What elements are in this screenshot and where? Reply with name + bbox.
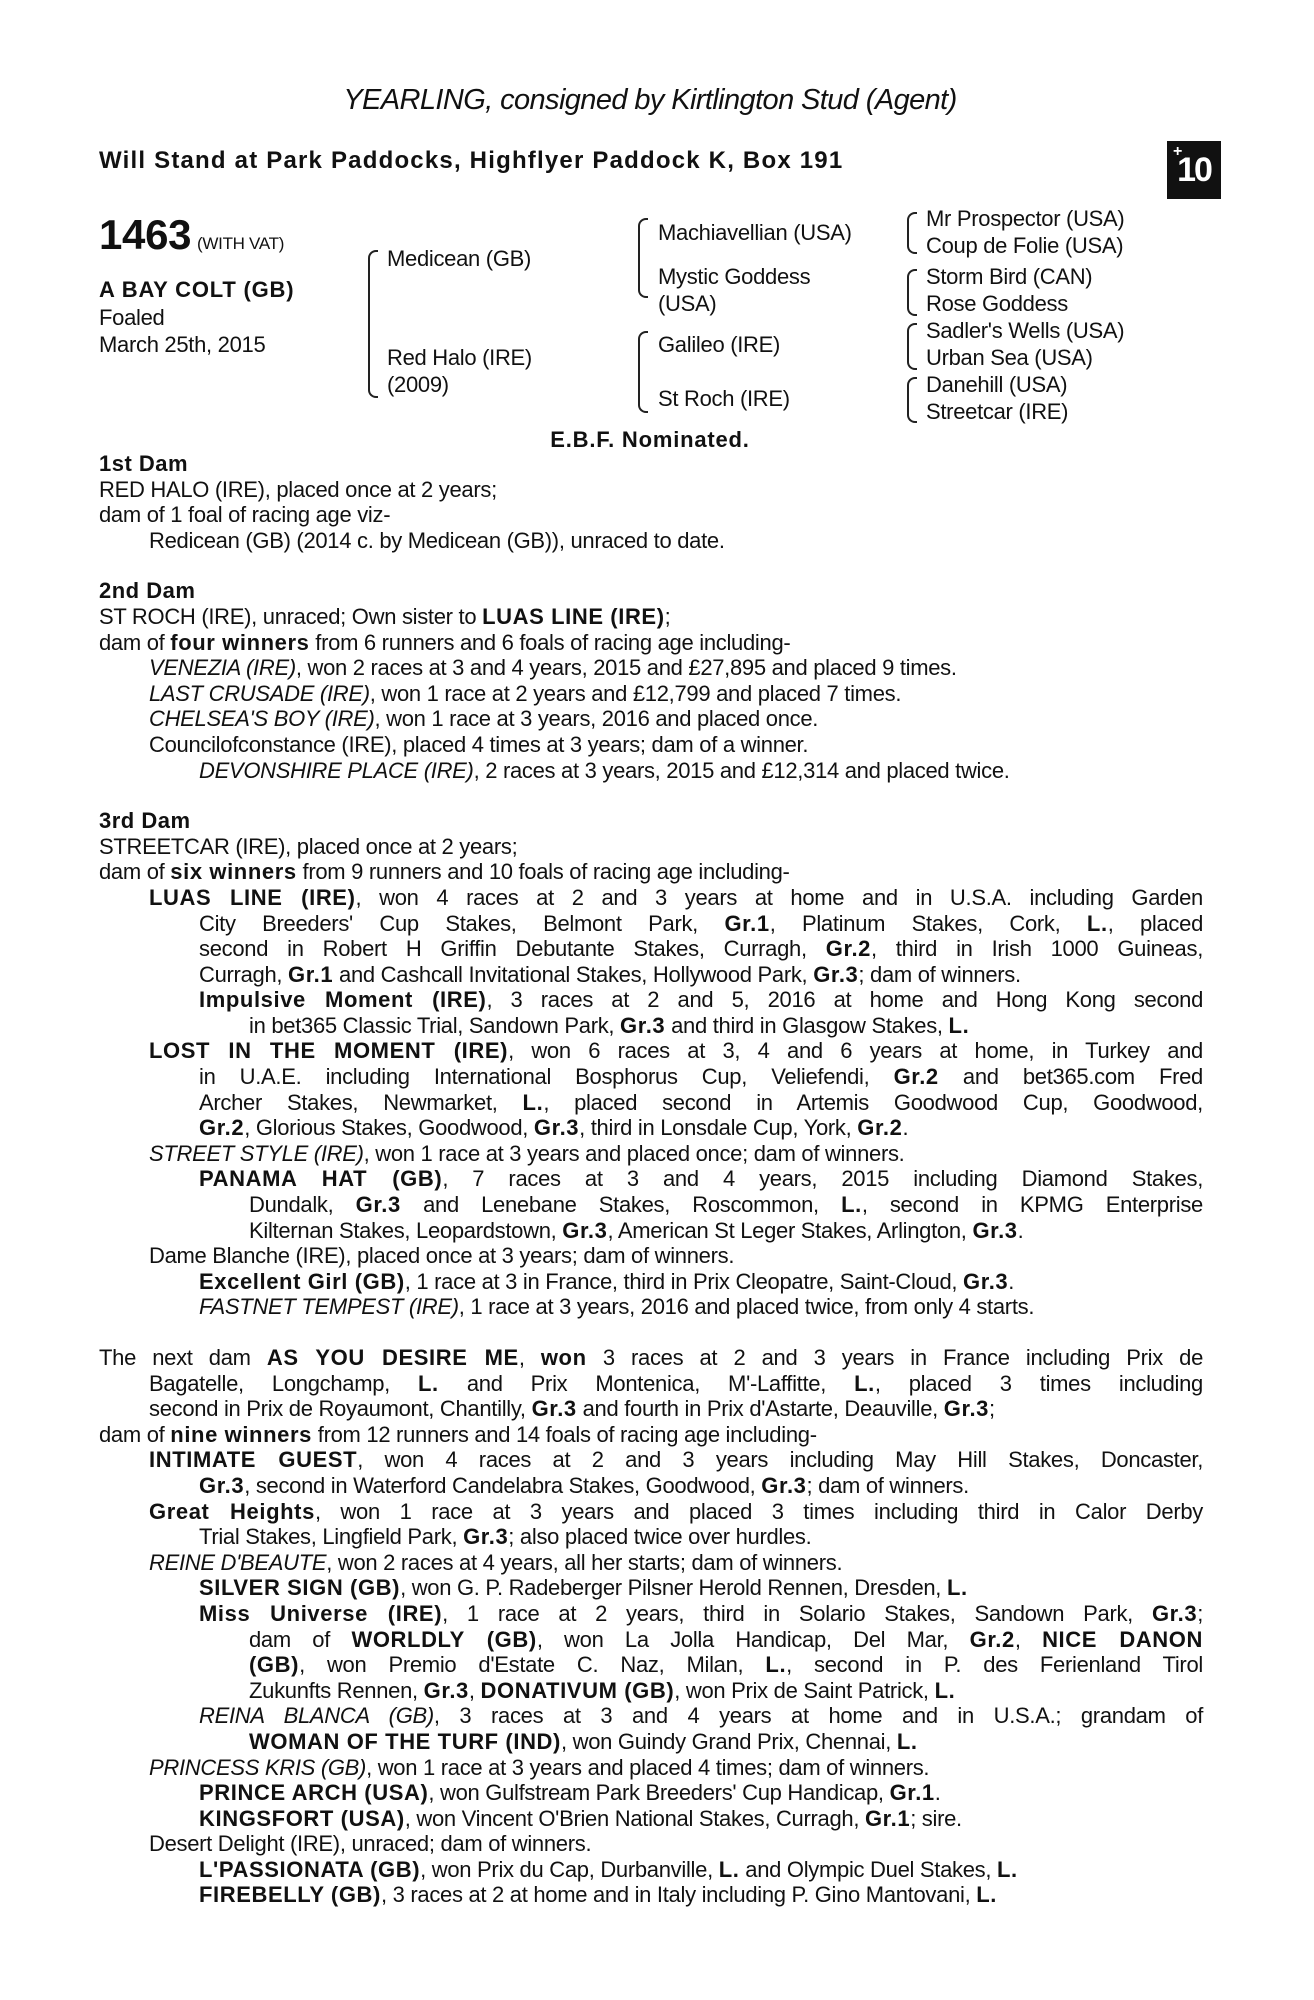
record-line (99, 655, 1203, 681)
bold-text: NICE DANON (1042, 1626, 1203, 1652)
text: , won 1 race at 3 years, 2016 and placed once. (374, 706, 819, 732)
record-line (99, 859, 1203, 885)
bold-text: AS YOU DESIRE ME (266, 1345, 519, 1370)
record-line (99, 1729, 1203, 1755)
text: from 9 runners and 10 foals of racing age including- (296, 859, 790, 885)
bold-text: Gr.1 (889, 1780, 935, 1806)
italic-text: FASTNET TEMPEST (IRE) (199, 1294, 459, 1320)
text: , won 1 race at 3 years and placed 3 times including third in Calor Derby (314, 1498, 1203, 1524)
catalogue-title: YEARLING, consigned by Kirtlington Stud (Agent) (343, 84, 957, 116)
pedigree-dam-dam: St Roch (IRE) (658, 386, 790, 411)
record-line (99, 936, 1203, 962)
text: , 3 races at 2 at home and in Italy including P. Gino Mantovani, (380, 1882, 977, 1908)
bold-text: PRINCE ARCH (USA) (199, 1780, 429, 1806)
record-line (99, 1371, 1203, 1397)
text: , 1 race at 3 years, 2016 and placed twice, from only 4 starts. (458, 1294, 1035, 1320)
text: Kilternan Stakes, Leopardstown, (249, 1217, 563, 1243)
record-line (99, 758, 1203, 784)
lot-number: 1463 (99, 211, 192, 258)
bold-text: Gr.1 (864, 1805, 911, 1831)
record-line (99, 1243, 1203, 1269)
record-line (99, 1652, 1203, 1678)
produce-record (99, 451, 1203, 1933)
pedigree-sire-dam: Mystic Goddess (658, 264, 811, 289)
italic-text: PRINCESS KRIS (GB) (149, 1754, 367, 1780)
record-line (99, 1831, 1203, 1857)
text: , 3 races at 2 and 5, 2016 at home and Hong Kong second (486, 987, 1204, 1013)
record-line (99, 1857, 1203, 1883)
text: , third in Lonsdale Cup, York, (579, 1115, 858, 1141)
text: , 1 race at 3 in France, third in Prix Cleopatre, Saint-Cloud, (404, 1268, 964, 1294)
record-line (99, 1038, 1203, 1064)
text: , placed (1107, 910, 1204, 936)
bold-text: Gr.2 (969, 1626, 1015, 1652)
text: Archer Stakes, Newmarket, (199, 1089, 523, 1115)
bold-text: L. (997, 1856, 1018, 1882)
bold-text: WORLDLY (GB) (351, 1626, 537, 1652)
text: , won 1 race at 3 years and placed 4 times; dam of winners. (366, 1754, 930, 1780)
text: and bet365.com Fred (938, 1064, 1203, 1090)
foaled-date: March 25th, 2015 (99, 332, 266, 357)
record-line (99, 1192, 1203, 1218)
bold-text: six winners (170, 859, 297, 885)
bold-text: Gr.2 (857, 1115, 903, 1141)
bold-text: SILVER SIGN (GB) (199, 1575, 401, 1601)
pedigree-brace (368, 250, 378, 398)
text: , 1 race at 2 years, third in Solario Stakes, Sandown Park, (442, 1600, 1152, 1626)
text: . (934, 1780, 941, 1806)
text: , won Guindy Grand Prix, Chennai, (560, 1728, 897, 1754)
bold-text: Gr.3 (562, 1217, 608, 1243)
bold-text: Gr.2 (199, 1115, 245, 1141)
record-line (99, 477, 1203, 503)
text: , won La Jolla Handicap, Del Mar, (536, 1626, 970, 1652)
record-line (99, 1396, 1203, 1422)
record-line (99, 528, 1203, 554)
bold-text: PANAMA HAT (GB) (199, 1166, 443, 1192)
pedigree-dam-sire: Galileo (IRE) (658, 332, 781, 357)
pedigree-sire-dam-country: (USA) (658, 291, 717, 316)
italic-text: REINE D'BEAUTE (149, 1549, 327, 1575)
pedigree-brace (638, 218, 648, 298)
bold-text: L. (896, 1728, 918, 1754)
record-line (99, 1064, 1203, 1090)
bold-text: Gr.3 (1151, 1600, 1198, 1626)
record-line (99, 1550, 1203, 1576)
bold-text: Gr.3 (972, 1217, 1018, 1243)
bold-text: L. (418, 1370, 439, 1396)
text: Redicean (GB) (2014 c. by Medicean (GB)), unraced to date. (149, 527, 725, 553)
bold-text: L. (934, 1677, 956, 1703)
pedigree-brace (907, 377, 917, 423)
bold-text: L. (948, 1012, 970, 1038)
italic-text: DEVONSHIRE PLACE (IRE) (199, 757, 474, 783)
pedigree-gen3: Storm Bird (CAN) (926, 264, 1093, 289)
record-line (99, 732, 1203, 758)
text: dam of (249, 1626, 352, 1652)
ebf-nomination: E.B.F. Nominated. (550, 427, 750, 452)
bold-text: LUAS LINE (IRE) (149, 884, 356, 910)
text: ; dam of winners. (806, 1472, 969, 1498)
dam-section (99, 1345, 1203, 1908)
record-line (99, 1524, 1203, 1550)
bold-text: L'PASSIONATA (GB) (199, 1856, 421, 1882)
lot-description: A BAY COLT (GB) (99, 277, 295, 302)
pedigree-brace (907, 269, 917, 316)
bold-text: L. (854, 1370, 875, 1396)
record-line (99, 885, 1203, 911)
pedigree-brace (638, 331, 648, 413)
record-line (99, 1473, 1203, 1499)
text: 3 races at 2 and 3 years in France including Prix de (586, 1345, 1204, 1370)
bold-text: four winners (170, 629, 310, 655)
text: in bet365 Classic Trial, Sandown Park, (249, 1012, 621, 1038)
record-line (99, 1882, 1203, 1908)
bold-text: L. (522, 1089, 544, 1115)
section-heading: 2nd Dam (99, 578, 196, 604)
italic-text: REINA BLANCA (GB) (199, 1703, 434, 1729)
text: , won 1 race at 3 years and placed once; dam of winners. (363, 1140, 905, 1166)
bold-text: INTIMATE GUEST (149, 1447, 358, 1473)
pedigree-gen3: Danehill (USA) (926, 372, 1068, 397)
bold-text: Gr.3 (620, 1012, 666, 1038)
bold-text: Gr.3 (463, 1524, 509, 1550)
text: dam of (99, 629, 171, 655)
text: Dundalk, (249, 1192, 356, 1218)
record-line (99, 1269, 1203, 1295)
text: , won Prix du Cap, Durbanville, (420, 1856, 719, 1882)
text: Curragh, (199, 961, 289, 987)
text: and Prix Montenica, M'-Laffitte, (438, 1370, 855, 1396)
text: , 3 races at 3 and 4 years at home and in U.S.A.; grandam of (433, 1703, 1204, 1729)
bold-text: L. (841, 1192, 862, 1218)
text: , Platinum Stakes, Cork, (769, 910, 1087, 936)
bold-text: Gr.2 (893, 1064, 939, 1090)
record-line (99, 1703, 1203, 1729)
text: , won 6 races at 3, 4 and 6 years at home, in Turkey and (508, 1038, 1203, 1064)
bold-text: Gr.3 (533, 1115, 580, 1141)
dam-section (99, 451, 1203, 553)
bold-text: (GB) (249, 1652, 300, 1678)
text: , 7 races at 3 and 4 years, 2015 including Diamond Stakes, (442, 1166, 1204, 1192)
text: from 12 runners and 14 foals of racing age including- (311, 1421, 817, 1447)
text: STREETCAR (IRE), placed once at 2 years; (99, 833, 518, 859)
bold-text: won (540, 1345, 587, 1370)
text: Zukunfts Rennen, (249, 1677, 424, 1703)
bold-text: Great Heights (149, 1498, 315, 1524)
text: , (468, 1677, 481, 1703)
pedigree-gen3: Urban Sea (USA) (926, 345, 1093, 370)
text: , won Gulfstream Park Breeders' Cup Handicap, (428, 1780, 890, 1806)
text: ; dam of winners. (858, 961, 1021, 987)
record-line (99, 1345, 1203, 1371)
dam-section (99, 578, 1203, 783)
text: , second in KPMG Enterprise (861, 1192, 1203, 1218)
text: Desert Delight (IRE), unraced; dam of winners. (149, 1831, 592, 1857)
text: , placed 3 times including (874, 1370, 1203, 1396)
text: , won 2 races at 4 years, all her starts; dam of winners. (326, 1549, 843, 1575)
text: and Cashcall Invitational Stakes, Hollywood Park, (333, 961, 814, 987)
record-line (99, 1447, 1203, 1473)
text: ; sire. (910, 1805, 962, 1831)
bold-text: Gr.1 (288, 961, 334, 987)
record-line (99, 1294, 1203, 1320)
text: Bagatelle, Longchamp, (149, 1370, 419, 1396)
bold-text: Gr.3 (531, 1396, 577, 1422)
pedigree-gen3: Mr Prospector (USA) (926, 206, 1125, 231)
record-line (99, 1601, 1203, 1627)
italic-text: VENEZIA (IRE) (149, 655, 296, 681)
badge-text: 10 (1177, 151, 1211, 189)
text: The next dam (99, 1345, 267, 1370)
text: , Glorious Stakes, Goodwood, (244, 1115, 534, 1141)
badge-plus: + (1173, 143, 1181, 160)
text: ; also placed twice over hurdles. (508, 1524, 812, 1550)
bold-text: Gr.3 (423, 1677, 469, 1703)
record-line (99, 911, 1203, 937)
text: ; (1197, 1600, 1203, 1626)
record-line (99, 1575, 1203, 1601)
text: . (902, 1115, 909, 1141)
text: in U.A.E. including International Bosphorus Cup, Veliefendi, (199, 1064, 894, 1090)
text: , won 4 races at 2 and 3 years including May Hill Stakes, Doncaster, (357, 1447, 1204, 1473)
text: City Breeders' Cup Stakes, Belmont Park, (199, 910, 725, 936)
record-line (99, 1806, 1203, 1832)
text: and Olympic Duel Stakes, (739, 1856, 998, 1882)
text: , American St Leger Stakes, Arlington, (607, 1217, 973, 1243)
text: , won Prix de Saint Patrick, (674, 1677, 935, 1703)
section-heading: 1st Dam (99, 451, 189, 476)
bold-text: Gr.3 (943, 1396, 990, 1422)
text: , won 2 races at 3 and 4 years, 2015 and £27,895 and placed 9 times. (295, 655, 957, 681)
text: , (518, 1345, 541, 1370)
pedigree-dam-year: (2009) (387, 372, 449, 397)
text: second in Robert H Griffin Debutante Stakes, Curragh, (199, 936, 826, 962)
text: , (1014, 1626, 1043, 1652)
text: and Lenebane Stakes, Roscommon, (400, 1192, 842, 1218)
text: , second in Waterford Candelabra Stakes, Goodwood, (244, 1472, 762, 1498)
record-line (99, 1218, 1203, 1244)
foaled-label: Foaled (99, 305, 165, 330)
italic-text: STREET STYLE (IRE) (149, 1140, 364, 1166)
record-line (99, 987, 1203, 1013)
text: ST ROCH (IRE), unraced; Own sister to (99, 603, 483, 629)
pedigree-brace (907, 212, 917, 254)
pedigree-sire: Medicean (GB) (387, 246, 532, 271)
bold-text: L. (946, 1575, 968, 1601)
dam-section (99, 808, 1203, 1320)
record-line (99, 681, 1203, 707)
bold-text: L. (718, 1856, 740, 1882)
record-line (99, 1780, 1203, 1806)
record-line (99, 706, 1203, 732)
record-line (99, 1422, 1203, 1448)
text: from 6 runners and 6 foals of racing age including- (309, 629, 791, 655)
record-line (99, 1141, 1203, 1167)
text: ; (989, 1396, 995, 1422)
text: , 2 races at 3 years, 2015 and £12,314 and placed twice. (473, 757, 1010, 783)
section-heading: 3rd Dam (99, 808, 191, 834)
bold-text: LUAS LINE (IRE) (482, 603, 665, 629)
pedigree-gen3: Streetcar (IRE) (926, 399, 1069, 424)
bold-text: KINGSFORT (USA) (199, 1805, 405, 1831)
bold-text: Gr.3 (963, 1268, 1009, 1294)
italic-text: CHELSEA'S BOY (IRE) (149, 706, 375, 732)
text: . (1008, 1268, 1015, 1294)
bold-text: Gr.3 (813, 961, 859, 987)
text: and third in Glasgow Stakes, (665, 1012, 949, 1038)
record-line (99, 1755, 1203, 1781)
italic-text: LAST CRUSADE (IRE) (149, 680, 370, 706)
tattersalls-badge-icon (1167, 141, 1221, 199)
bold-text: Impulsive Moment (IRE) (199, 987, 487, 1013)
record-line (99, 630, 1203, 656)
text: dam of (99, 859, 171, 885)
text: , second in P. des Ferienland Tirol (786, 1652, 1203, 1678)
record-line (99, 1678, 1203, 1704)
bold-text: WOMAN OF THE TURF (IND) (249, 1728, 561, 1754)
bold-text: Gr.3 (761, 1472, 807, 1498)
record-line (99, 604, 1203, 630)
text: , won Premio d'Estate C. Naz, Milan, (299, 1652, 766, 1678)
text: Dame Blanche (IRE), placed once at 3 years; dam of winners. (149, 1243, 735, 1269)
text: . (1017, 1217, 1024, 1243)
record-line (99, 1090, 1203, 1116)
text: RED HALO (IRE), placed once at 2 years; (99, 476, 497, 502)
text: , won 4 races at 2 and 3 years at home and in U.S.A. including Garden (355, 884, 1203, 910)
record-line (99, 834, 1203, 860)
pedigree-gen3: Coup de Folie (USA) (926, 233, 1124, 258)
bold-text: DONATIVUM (GB) (480, 1677, 675, 1703)
vat-note: (WITH VAT) (197, 234, 285, 253)
bold-text: L. (1086, 910, 1108, 936)
bold-text: Miss Universe (IRE) (199, 1600, 443, 1626)
text: Councilofconstance (IRE), placed 4 times at 3 years; dam of a winner. (149, 731, 809, 757)
bold-text: Excellent Girl (GB) (199, 1268, 405, 1294)
bold-text: Gr.3 (199, 1472, 245, 1498)
bold-text: Gr.2 (825, 936, 872, 962)
bold-text: Gr.3 (355, 1192, 401, 1218)
record-line (99, 502, 1203, 528)
text: , third in Irish 1000 Guineas, (871, 936, 1204, 962)
pedigree-sire-sire: Machiavellian (USA) (658, 220, 852, 245)
record-line (99, 962, 1203, 988)
text: and fourth in Prix d'Astarte, Deauville, (576, 1396, 944, 1422)
text: Trial Stakes, Lingfield Park, (199, 1524, 464, 1550)
record-line (99, 1166, 1203, 1192)
lot-heading (99, 213, 284, 257)
text: , placed second in Artemis Goodwood Cup, Goodwood, (543, 1089, 1203, 1115)
text: second in Prix de Royaumont, Chantilly, (149, 1396, 532, 1422)
bold-text: LOST IN THE MOMENT (IRE) (149, 1038, 509, 1064)
bold-text: L. (976, 1882, 997, 1908)
pedigree-gen3: Rose Goddess (926, 291, 1068, 316)
bold-text: L. (765, 1652, 787, 1678)
record-line (99, 1115, 1203, 1141)
text: , won 1 race at 2 years and £12,799 and placed 7 times. (369, 680, 902, 706)
text: ; (664, 603, 671, 629)
record-line (99, 1013, 1203, 1039)
text: , won Vincent O'Brien National Stakes, Curragh, (404, 1805, 865, 1831)
record-line (99, 1499, 1203, 1525)
bold-text: nine winners (170, 1421, 312, 1447)
bold-text: FIREBELLY (GB) (199, 1882, 381, 1908)
bold-text: Gr.1 (724, 910, 770, 936)
record-line (99, 1627, 1203, 1653)
pedigree-gen3: Sadler's Wells (USA) (926, 318, 1125, 343)
pedigree-dam: Red Halo (IRE) (387, 345, 532, 370)
text: , won G. P. Radeberger Pilsner Herold Rennen, Dresden, (400, 1575, 947, 1601)
pedigree-brace (907, 323, 917, 370)
text: dam of (99, 1421, 171, 1447)
text: dam of 1 foal of racing age viz- (99, 502, 391, 528)
stabling-location: Will Stand at Park Paddocks, Highflyer Paddock K, Box 191 (99, 147, 844, 174)
